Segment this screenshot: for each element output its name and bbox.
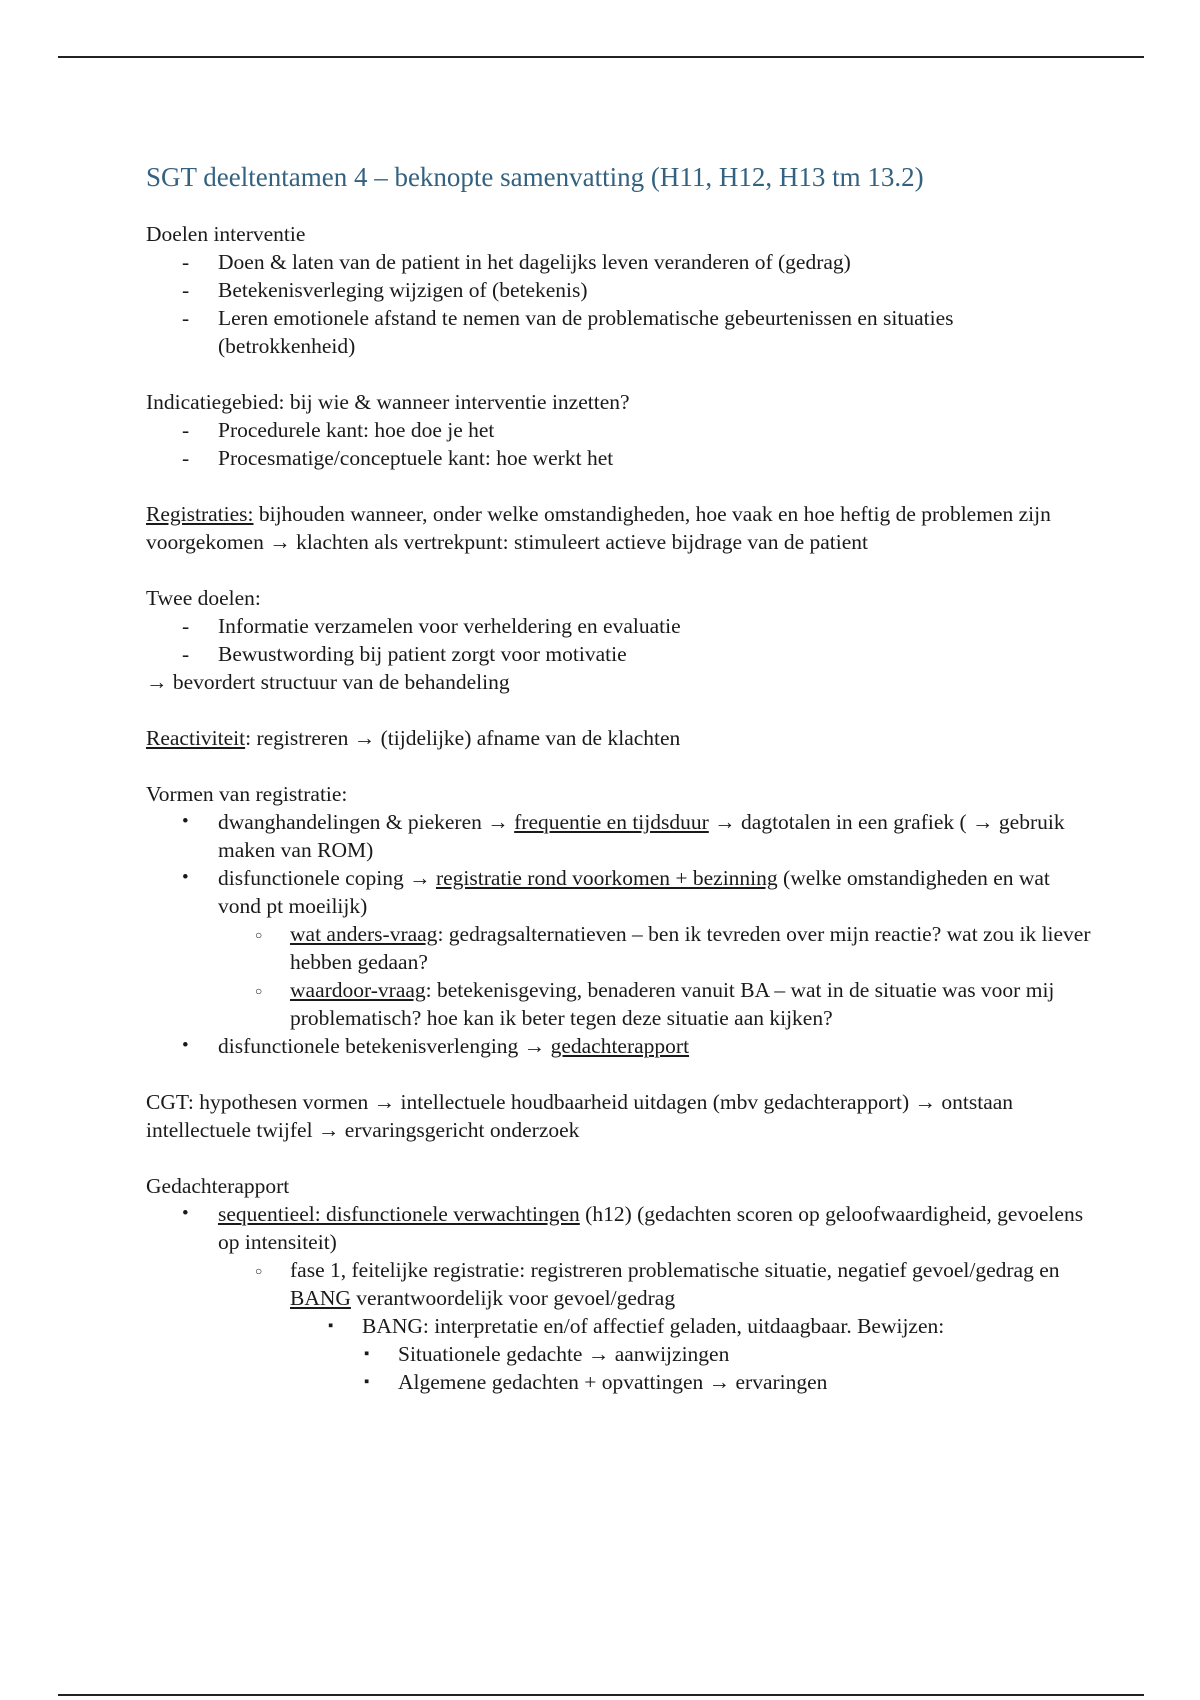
item-text: → dagtotalen in een grafiek ( → gebruik maken van ROM) xyxy=(218,810,1065,862)
item-underlined: sequentieel: disfunctionele verwachtingen xyxy=(218,1202,580,1226)
section-heading: Vormen van registratie: xyxy=(146,782,348,806)
list-item xyxy=(218,1256,1096,1396)
top-rule xyxy=(58,56,1144,58)
section-indicatiegebied xyxy=(146,388,1096,472)
fase-list xyxy=(218,1256,1096,1396)
list-item xyxy=(146,808,1096,864)
section-heading: Doelen interventie xyxy=(146,222,306,246)
list-item: - Procesmatige/conceptuele kant: hoe werkt het xyxy=(146,444,1096,472)
item-text: dwanghandelingen & piekeren → xyxy=(218,810,515,834)
term-registraties: Registraties: xyxy=(146,502,254,526)
bottom-rule xyxy=(58,1694,1144,1696)
paragraph-text: bijhouden wanneer, onder welke omstandigheden, hoe vaak en hoe heftig de problemen zijn voorgekomen → klachten als vertrekpunt: stimuleert actieve bijdrage van de patient xyxy=(146,502,1051,554)
paragraph xyxy=(146,724,1096,752)
item-text: : gedragsalternatieven – ben ik tevreden over mijn reactie? wat zou ik liever hebben gedaan? xyxy=(290,922,1091,974)
item-text: BANG: interpretatie en/of affectief geladen, uitdaagbaar. Bewijzen: xyxy=(362,1314,945,1338)
list-item: - Betekenisverleging wijzigen of (betekenis) xyxy=(146,276,1096,304)
item-text: fase 1, feitelijke registratie: registreren problematische situatie, negatief gevoel/gedrag en xyxy=(290,1258,1060,1282)
list-item xyxy=(290,1312,1096,1396)
item-underlined: BANG xyxy=(290,1286,351,1310)
gedachterapport-list xyxy=(146,1200,1096,1396)
vormen-list xyxy=(146,808,1096,1060)
item-underlined: wat anders-vraag xyxy=(290,922,438,946)
vragen-list xyxy=(218,920,1096,1032)
term-reactiviteit: Reactiviteit xyxy=(146,726,246,750)
doelen-list xyxy=(146,248,1096,360)
twee-doelen-list xyxy=(146,612,1096,668)
document-body xyxy=(146,160,1096,1424)
list-item: ▪ Algemene gedachten + opvattingen → ervaringen xyxy=(362,1368,1096,1396)
section-reactiviteit xyxy=(146,724,1096,752)
list-item: - Doen & laten van de patient in het dagelijks leven veranderen of (gedrag) xyxy=(146,248,1096,276)
list-item xyxy=(218,920,1096,976)
item-text: verantwoordelijk voor gevoel/gedrag xyxy=(350,1286,676,1310)
list-item xyxy=(146,1032,1096,1060)
bewijzen-list xyxy=(362,1340,1096,1396)
list-item xyxy=(146,864,1096,1032)
item-underlined: waardoor-vraag xyxy=(290,978,426,1002)
section-cgt xyxy=(146,1088,1096,1144)
list-item xyxy=(146,1200,1096,1396)
list-item: ▪ Situationele gedachte → aanwijzingen xyxy=(362,1340,1096,1368)
item-text: (welke omstandigheden en wat vond pt moeilijk) xyxy=(218,866,1050,918)
section-doelen-interventie xyxy=(146,220,1096,360)
item-underlined: gedachterapport xyxy=(550,1034,690,1058)
bang-list xyxy=(290,1312,1096,1396)
list-item: - Leren emotionele afstand te nemen van de problematische gebeurtenissen en situaties (betrokkenheid) xyxy=(146,304,1096,360)
section-twee-doelen xyxy=(146,584,1096,696)
item-text: disfunctionele betekenisverlenging → xyxy=(218,1034,551,1058)
paragraph xyxy=(146,500,1096,556)
page-title: SGT deeltentamen 4 – beknopte samenvatting (H11, H12, H13 tm 13.2) xyxy=(146,162,924,192)
section-registraties xyxy=(146,500,1096,556)
list-item: - Procedurele kant: hoe doe je het xyxy=(146,416,1096,444)
item-text: (h12) (gedachten scoren op geloofwaardigheid, gevoelens op intensiteit) xyxy=(218,1202,1084,1254)
section-heading: Indicatiegebied: bij wie & wanneer interventie inzetten? xyxy=(146,390,630,414)
item-text: disfunctionele coping → xyxy=(218,866,436,890)
indicatie-list xyxy=(146,416,1096,472)
list-item: - Informatie verzamelen voor verheldering en evaluatie xyxy=(146,612,1096,640)
list-item: - Bewustwording bij patient zorgt voor motivatie xyxy=(146,640,1096,668)
section-vormen-van-registratie xyxy=(146,780,1096,1060)
section-gedachterapport xyxy=(146,1172,1096,1396)
item-text: : betekenisgeving, benaderen vanuit BA – wat in de situatie was voor mij problematisch? hoe kan ik beter tegen deze situatie aan kijken? xyxy=(290,978,1055,1030)
section-heading: Twee doelen: xyxy=(146,586,261,610)
paragraph: CGT: hypothesen vormen → intellectuele houdbaarheid uitdagen (mbv gedachterapport) → ontstaan intellectuele twijfel → ervaringsgericht onderzoek xyxy=(146,1090,1014,1142)
item-underlined: frequentie en tijdsduur xyxy=(514,810,709,834)
conclusion: → bevordert structuur van de behandeling xyxy=(146,670,510,694)
paragraph-text: : registreren → (tijdelijke) afname van de klachten xyxy=(245,726,681,750)
list-item xyxy=(218,976,1096,1032)
item-underlined: registratie rond voorkomen + bezinning xyxy=(435,866,778,890)
section-heading: Gedachterapport xyxy=(146,1174,290,1198)
